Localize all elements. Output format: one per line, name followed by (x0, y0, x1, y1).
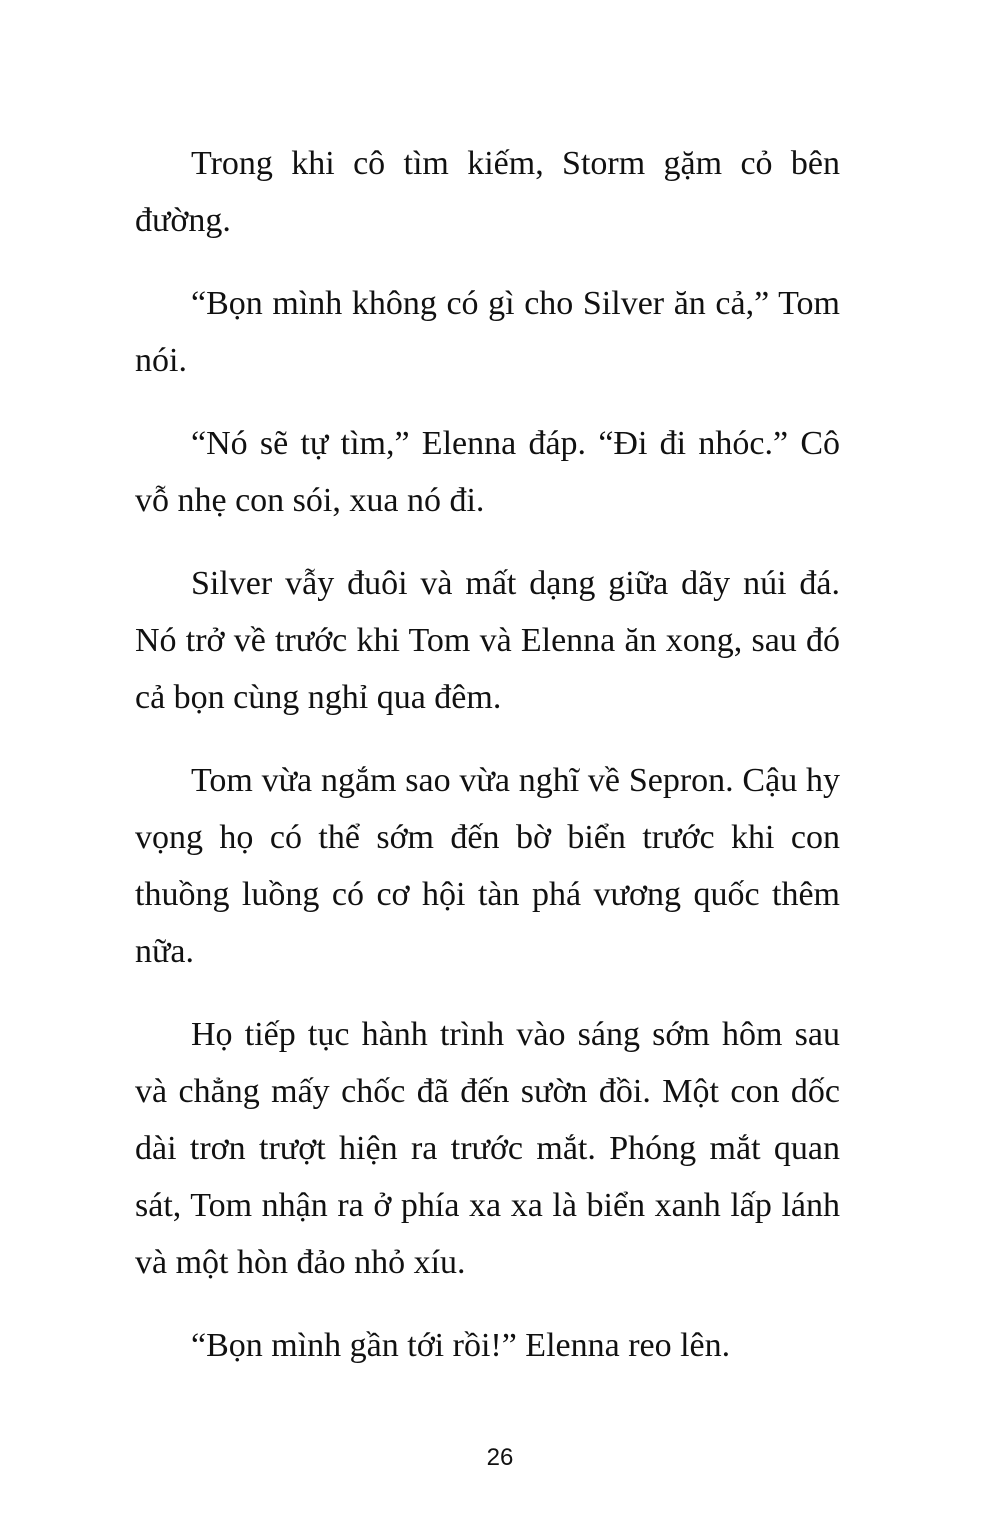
body-text (135, 135, 840, 1400)
paragraph-1: Trong khi cô tìm kiếm, Storm gặm cỏ bên đường. (135, 145, 840, 239)
paragraph-6: Họ tiếp tục hành trình vào sáng sớm hôm sau và chẳng mấy chốc đã đến sườn đồi. Một con dốc dài trơn trượt hiện ra trước mắt. Phóng mắt quan sát, Tom nhận ra ở phía xa xa là biển xanh lấp lánh và một hòn đảo nhỏ xíu. (135, 1016, 840, 1281)
paragraph-7: “Bọn mình gần tới rồi!” Elenna reo lên. (191, 1327, 731, 1364)
paragraph-2: “Bọn mình không có gì cho Silver ăn cả,” Tom nói. (135, 285, 840, 379)
page-number: 26 (486, 1444, 514, 1471)
paragraph-5: Tom vừa ngắm sao vừa nghĩ về Sepron. Cậu hy vọng họ có thể sớm đến bờ biển trước khi con thuồng luồng có cơ hội tàn phá vương quốc thêm nữa. (135, 762, 840, 970)
paragraph-3: “Nó sẽ tự tìm,” Elenna đáp. “Đi đi nhóc.” Cô vỗ nhẹ con sói, xua nó đi. (135, 425, 840, 519)
paragraph-4: Silver vẫy đuôi và mất dạng giữa dãy núi đá. Nó trở về trước khi Tom và Elenna ăn xong, sau đó cả bọn cùng nghỉ qua đêm. (135, 565, 840, 716)
